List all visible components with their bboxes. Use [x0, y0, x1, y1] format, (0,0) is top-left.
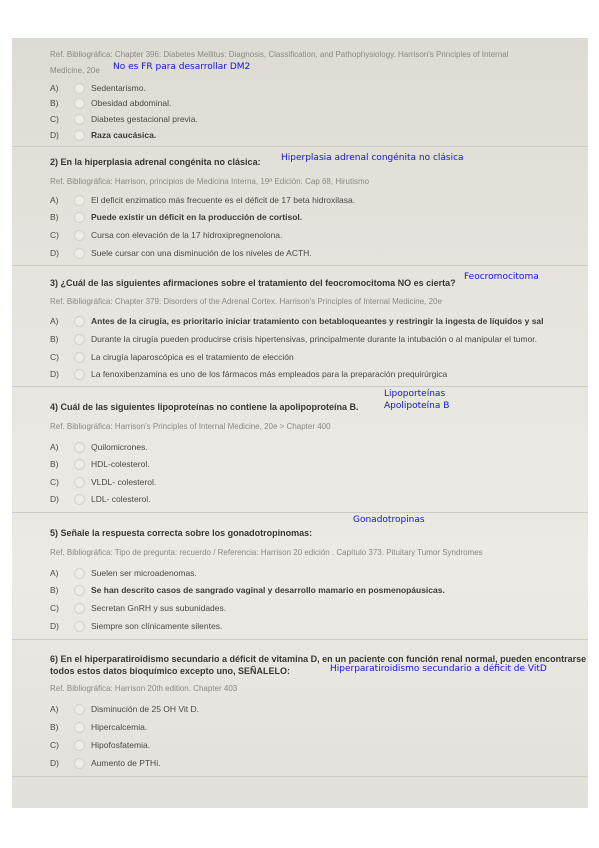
radio-icon[interactable] — [74, 568, 85, 579]
q5-option-c[interactable]: C) Secretan GnRH y sus subunidades. — [50, 603, 227, 613]
radio-icon[interactable] — [74, 212, 85, 223]
q5-title: 5) Señale la respuesta correcta sobre los gonadotropinomas: — [50, 528, 313, 538]
radio-icon[interactable] — [74, 316, 85, 327]
annotation-q1: No es FR para desarrollar DM2 — [113, 62, 251, 72]
radio-icon[interactable] — [74, 369, 85, 380]
q3-reference: Ref. Bibliográfica: Chapter 379: Disorders of the Adrenal Cortex. Harrison's Principles of Internal Medicine, 20e — [50, 297, 442, 306]
q1-reference: Ref. Bibliográfica: Chapter 396: Diabetes Mellitus: Diagnosis, Classification, and Pathophysiology. Harrison's Principles of Internal — [50, 50, 509, 59]
annotation-q6: Hiperparatiroidismo secundario a déficit de VitD — [330, 664, 547, 674]
q1-option-b[interactable]: B) Obesidad abdominal. — [50, 98, 172, 108]
q4-option-b[interactable]: B) HDL-colesterol. — [50, 459, 150, 469]
q3-option-a[interactable]: A) Antes de la cirugía, es prioritario iniciar tratamiento con betabloqueantes y restringir la ingesta de líquidos y sal — [50, 316, 544, 326]
q2-reference: Ref. Bibliográfica: Harrison, principios de Medicina Interna, 19ª Edición. Cap 68, Hirutismo — [50, 177, 370, 186]
radio-icon[interactable] — [74, 130, 85, 141]
q4-option-d[interactable]: D) LDL- colesterol. — [50, 494, 151, 504]
separator — [12, 146, 588, 147]
annotation-q3: Feocromocitoma — [464, 272, 539, 282]
q2-title: 2) En la hiperplasia adrenal congénita no clásica: — [50, 157, 261, 167]
q3-title: 3) ¿Cuál de las siguientes afirmaciones sobre el tratamiento del feocromocitoma NO es cierta? — [50, 278, 456, 288]
q2-option-b[interactable]: B) Puede existir un déficit en la producción de cortisol. — [50, 212, 303, 222]
radio-icon[interactable] — [74, 83, 85, 94]
separator — [12, 776, 588, 777]
q6-option-b[interactable]: B) Hipercalcemia. — [50, 722, 148, 732]
q1-option-c[interactable]: C) Diabetes gestacional previa. — [50, 114, 198, 124]
annotation-q5: Gonadotropinas — [353, 515, 425, 525]
q6-title-cont: todos estos datos bioquímico excepto uno, SEÑALELO: — [50, 666, 291, 676]
annotation-q4-line1: Lipoporteínas — [384, 389, 446, 399]
radio-icon[interactable] — [74, 230, 85, 241]
radio-icon[interactable] — [74, 114, 85, 125]
annotation-q4-line2: Apolipoteína B — [384, 401, 450, 411]
separator — [12, 386, 588, 387]
q5-option-a[interactable]: A) Suelen ser microadenomas. — [50, 568, 197, 578]
radio-icon[interactable] — [74, 758, 85, 769]
radio-icon[interactable] — [74, 704, 85, 715]
radio-icon[interactable] — [74, 621, 85, 632]
separator — [12, 512, 588, 513]
radio-icon[interactable] — [74, 459, 85, 470]
q6-option-d[interactable]: D) Aumento de PTHi. — [50, 758, 161, 768]
q4-title: 4) Cuál de las siguientes lipoproteínas no contiene la apolipoproteína B. — [50, 402, 359, 412]
radio-icon[interactable] — [74, 477, 85, 488]
radio-icon[interactable] — [74, 352, 85, 363]
q3-option-c[interactable]: C) La cirugía laparoscópica es el tratamiento de elección — [50, 352, 294, 362]
q5-option-d[interactable]: D) Siempre son clínicamente silentes. — [50, 621, 223, 631]
q4-option-a[interactable]: A) Quilomicrones. — [50, 442, 148, 452]
radio-icon[interactable] — [74, 195, 85, 206]
radio-icon[interactable] — [74, 585, 85, 596]
q2-option-a[interactable]: A) El deficit enzimatico más frecuente es el déficit de 17 beta hidroxilasa. — [50, 195, 356, 205]
radio-icon[interactable] — [74, 334, 85, 345]
q4-reference: Ref. Bibliográfica: Harrison's Principles of Internal Medicine, 20e > Chapter 400 — [50, 422, 331, 431]
radio-icon[interactable] — [74, 442, 85, 453]
radio-icon[interactable] — [74, 248, 85, 259]
q6-title: 6) En el hiperparatiroidismo secundario a déficit de vitamina D, en un paciente con función renal normal, pueden encontrarse — [50, 654, 587, 664]
q5-reference: Ref. Bibliográfica: Tipo de pregunta: recuerdo / Referencia: Harrison 20 edición . Capítulo 373. Pituitary Tumor Syndromes — [50, 548, 483, 557]
q3-option-b[interactable]: B) Durante la cirugía pueden producirse crisis hipertensivas, principalmente durante la intubación o al manipular el tumor. — [50, 334, 538, 344]
radio-icon[interactable] — [74, 98, 85, 109]
q6-option-a[interactable]: A) Disminución de 25 OH Vit D. — [50, 704, 200, 714]
q2-option-c[interactable]: C) Cursa con elevación de la 17 hidroxipregnenolona. — [50, 230, 283, 240]
separator — [12, 639, 588, 640]
q6-reference: Ref. Bibliográfica: Harrison 20th edition. Chapter 403 — [50, 684, 238, 693]
q6-option-c[interactable]: C) Hipofosfatemia. — [50, 740, 151, 750]
separator — [12, 265, 588, 266]
q5-option-b[interactable]: B) Se han descrito casos de sangrado vaginal y desarrollo mamario en posmenopáusicas. — [50, 585, 445, 595]
q1-reference-cont: Medicine, 20e — [50, 66, 100, 75]
radio-icon[interactable] — [74, 603, 85, 614]
q1-option-d[interactable]: D) Raza caucásica. — [50, 130, 157, 140]
q3-option-d[interactable]: D) La fenoxibenzamina es uno de los fármacos más empleados para la preparación prequirúrgica — [50, 369, 448, 379]
q2-option-d[interactable]: D) Suele cursar con una disminución de los niveles de ACTH. — [50, 248, 312, 258]
radio-icon[interactable] — [74, 494, 85, 505]
radio-icon[interactable] — [74, 722, 85, 733]
radio-icon[interactable] — [74, 740, 85, 751]
annotation-q2: Hiperplasia adrenal congénita no clásica — [281, 153, 464, 163]
q4-option-c[interactable]: C) VLDL- colesterol. — [50, 477, 157, 487]
q1-option-a[interactable]: A) Sedentarismo. — [50, 83, 146, 93]
